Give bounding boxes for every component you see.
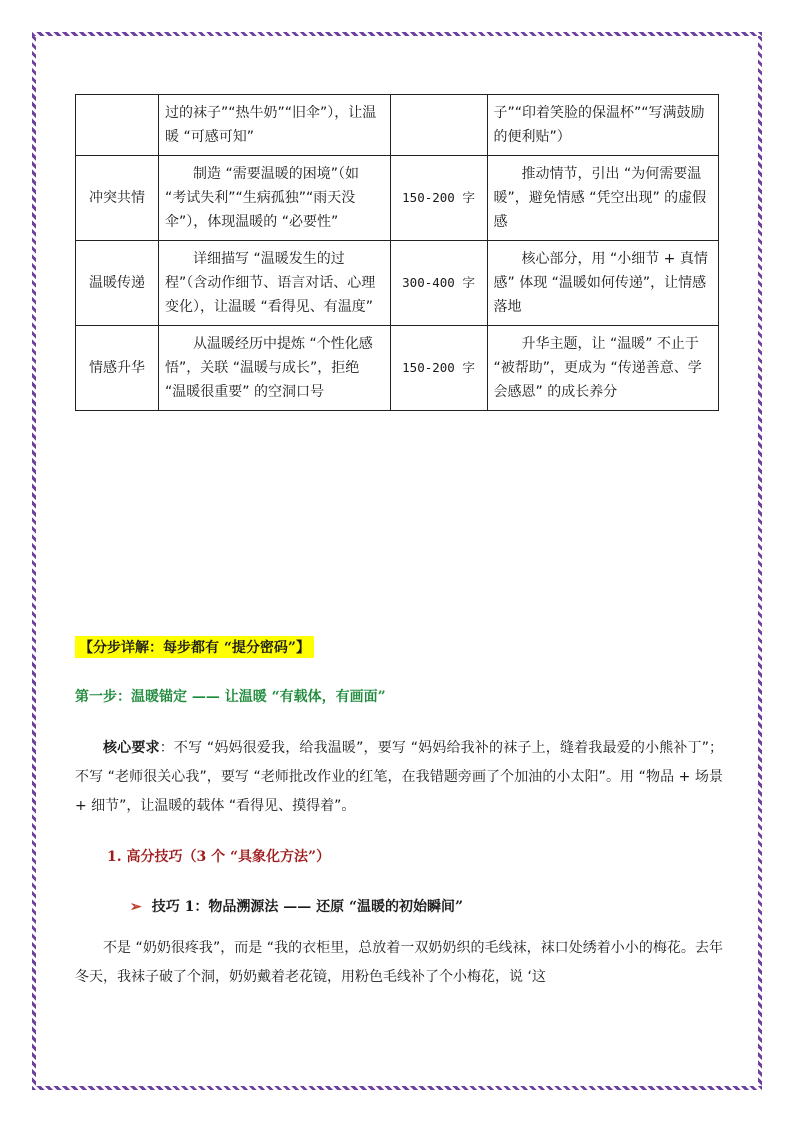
words-cell: 300-400 字 [390,241,487,326]
stage-cell: 情感升华 [76,326,159,411]
note-cell: 升华主题，让 “温暖” 不止于 “被帮助”，更成为 “传递善意、学会感恩” 的成长养分 [487,326,719,411]
skill1-paragraph: 不是 “奶奶很疼我”，而是 “我的衣柜里，总放着一双奶奶织的毛线袜，袜口处绣着小小的梅花。去年冬天，我袜子破了个洞，奶奶戴着老花镜，用粉色毛线补了个小梅花，说 ‘这 [75,940,723,985]
words-cell: 150-200 字 [390,326,487,411]
core-text: ：不写 “妈妈很爱我，给我温暖”，要写 “妈妈给我补的袜子上，缝着我最爱的小熊补丁”；不写 “老师很关心我”，要写 “老师批改作业的红笔，在我错题旁画了个加油的小太阳”。用 “物品 + 场景 + 细节”，让温暖的载体 “看得见、摸得着”。 [75,740,723,814]
skills-heading: 1. 高分技巧（3 个 “具象化方法”） [107,849,331,865]
step1-heading: 第一步：温暖锚定 —— 让温暖 “有载体，有画面” [75,689,386,705]
section-tag: 【分步详解：每步都有 “提分密码”】 [75,636,314,658]
stage-cell: 温暖传递 [76,241,159,326]
note-cell: 推动情节，引出 “为何需要温暖”，避免情感 “凭空出现” 的虚假感 [487,156,719,241]
structure-table [75,94,719,411]
note-cell: 子”“印着笑脸的保温杯”“写满鼓励的便利贴”） [487,95,719,156]
note-cell: 核心部分，用 “小细节 + 真情感” 体现 “温暖如何传递”，让情感落地 [487,241,719,326]
section-tag-line [75,636,723,658]
table-row [76,156,719,241]
core-label: 核心要求 [103,740,160,756]
table-row [76,241,719,326]
arrow-bullet-icon: ➢ [130,899,142,915]
stage-cell [76,95,159,156]
skill1-heading [130,896,720,916]
content-cell: 详细描写 “温暖发生的过程”（含动作细节、语言对话、心理变化），让温暖 “看得见、有温度” [159,241,391,326]
content-cell: 过的袜子”“热牛奶”“旧伞”），让温暖 “可感可知” [159,95,391,156]
words-cell: 150-200 字 [390,156,487,241]
content-cell: 制造 “需要温暖的困境”（如 “考试失利”“生病孤独”“雨天没伞”），体现温暖的 “必要性” [159,156,391,241]
content-cell: 从温暖经历中提炼 “个性化感悟”，关联 “温暖与成长”，拒绝 “温暖很重要” 的空洞口号 [159,326,391,411]
stage-cell: 冲突共情 [76,156,159,241]
table-row [76,326,719,411]
skill1-title: 技巧 1：物品溯源法 —— 还原 “温暖的初始瞬间” [151,899,464,915]
words-cell [390,95,487,156]
core-requirement [75,734,723,821]
table-row [76,95,719,156]
